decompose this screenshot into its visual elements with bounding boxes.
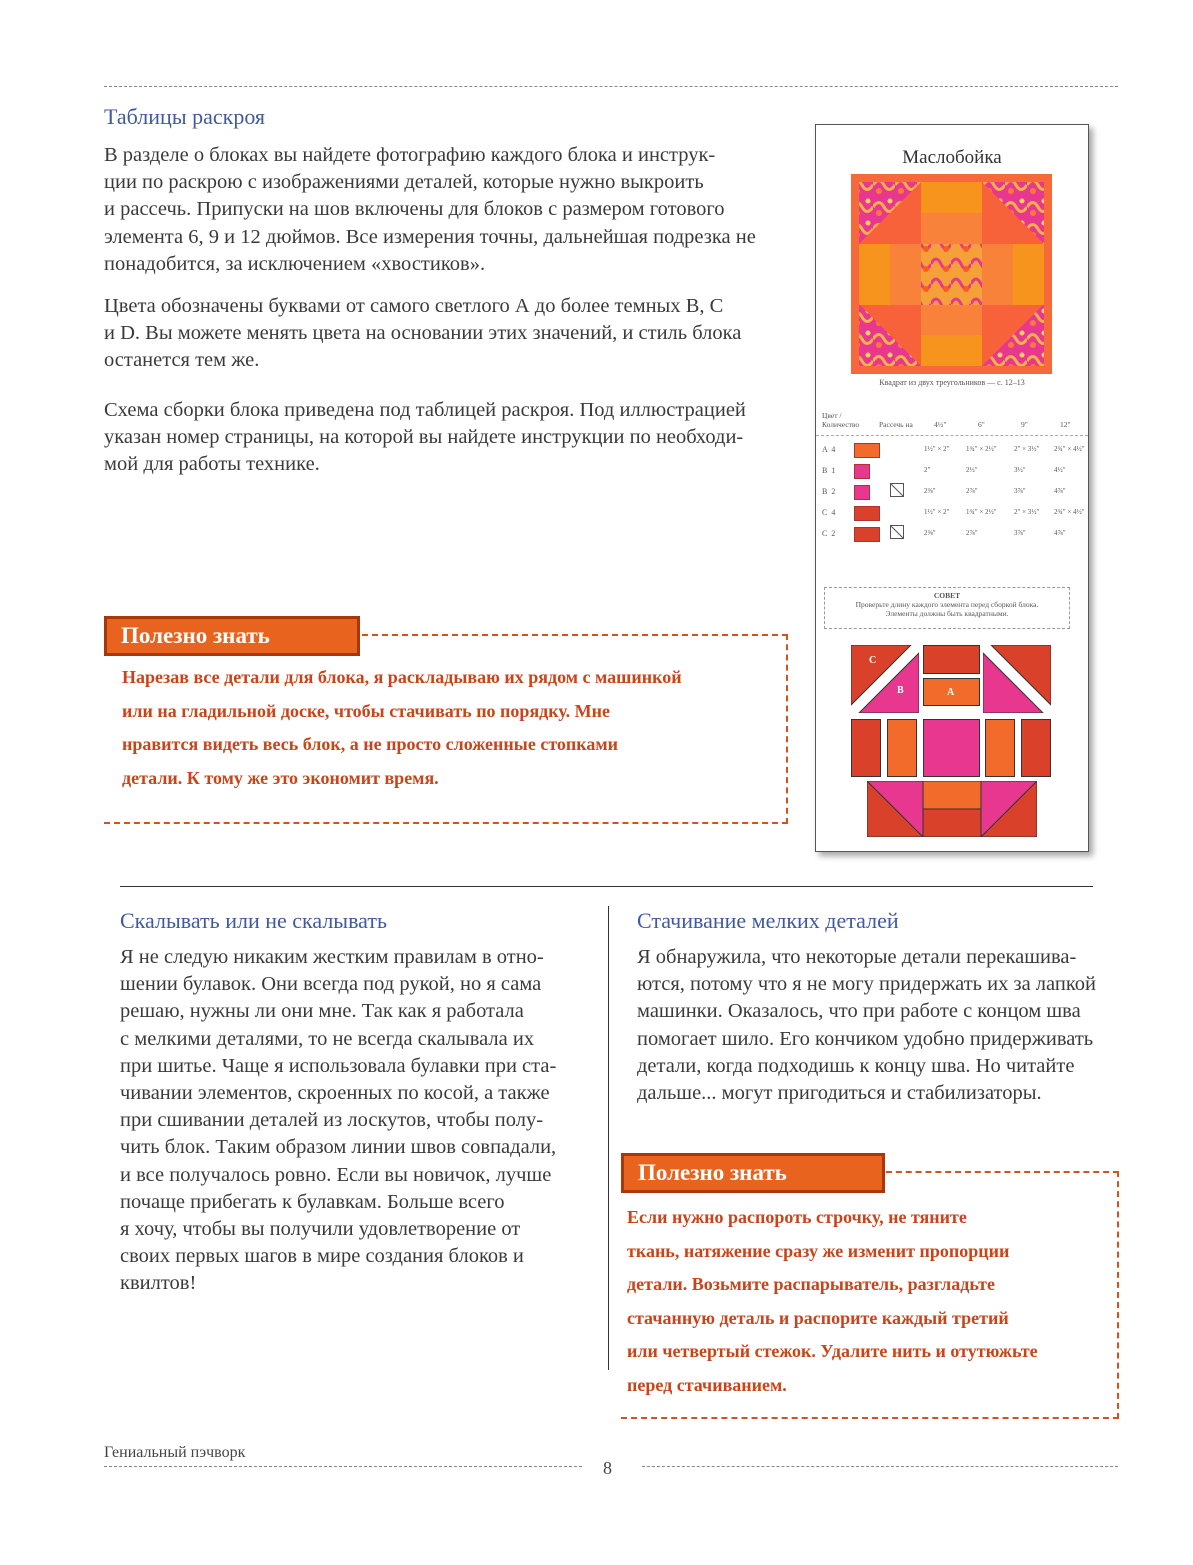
size-cell: 4⅞": [1054, 529, 1066, 537]
table-row: [816, 483, 1088, 503]
size-cell: 2⅜": [924, 487, 936, 495]
footer-dash-right: [642, 1466, 1118, 1467]
size-cell: 1¾" × 2½": [966, 445, 997, 453]
size-cell: 2½": [966, 466, 978, 474]
churn-dash-block-image: [851, 174, 1052, 374]
size-cell: 2⅞": [966, 487, 978, 495]
section-divider: [120, 886, 1093, 887]
advice-line: Элементы должны быть квадратными.: [885, 609, 1009, 618]
piece-c-mid-left: [851, 719, 881, 777]
tip-label-2: Полезно знать: [621, 1153, 885, 1193]
size-cell: 4½": [1054, 466, 1066, 474]
row-label: C 4: [822, 508, 836, 517]
tip-label-1: Полезно знать: [104, 616, 360, 656]
card-title: Маслобойка: [902, 147, 1002, 168]
tip-text-2: Если нужно распороть строчку, не тяните ткань, натяжение сразу же изменит пропорции детали. Возьмите распарыватель, разгладьте стачанную деталь и распорите каждый третий или четвертый стежок. Удалите нить и отутюжьте перед стачиванием.: [627, 1207, 1038, 1395]
piece-c-mid-right: [1021, 719, 1051, 777]
piece-b-center: [923, 719, 980, 777]
color-swatch: [854, 464, 870, 479]
piece-a-mid-left: [887, 719, 917, 777]
color-swatch: [854, 506, 880, 521]
size-cell: 2¾" × 4½": [1054, 445, 1085, 453]
label-a: A: [947, 687, 955, 698]
size-cell: 2": [924, 466, 931, 474]
block-card: [815, 124, 1089, 852]
tip-box-1-top-dash: [362, 634, 788, 636]
section-body-pinning: Я не следую никаким жестким правилам в отно- шении булавок. Они всегда под рукой, но я сама решаю, нужны ли они мне. Так как я работала с мелкими деталями, то не всегда скалывала их при шитье. Чаще я использовала булавки при ста- чивании элементов, скроенных по косой, а также при сшивании деталей из лоскутов, чтобы полу- чить блок. Таким образом линии швов совпадали, и все получалось ровно. Если вы новичок, лучше почаще прибегать к булавкам. Больше всего я хочу, чтобы вы получили удовлетворение от своих первых шагов в мире создания блоков и квилтов!: [120, 946, 557, 1295]
block-caption: Квадрат из двух треугольников — с. 12–13: [879, 378, 1025, 387]
piece-c-top: [923, 645, 980, 674]
row-label: B 2: [822, 487, 836, 496]
col-size-9: 9": [1021, 420, 1028, 429]
section-heading-small-pieces: Стачивание мелких деталей: [637, 908, 899, 933]
footer-dash-left: [104, 1466, 582, 1467]
size-cell: 1¾" × 2½": [966, 508, 997, 516]
table-row: [816, 441, 1088, 461]
paragraph: В разделе о блоках вы найдете фотографию каждого блока и инструк- ции по раскрою с изображениями деталей, которые нужно выкроить и рассечь. Припуски на шов включены для блоков с размером готового элемента 6, 9 и 12 дюймов. Все измерения точны, дальнейшая подрезка не понадобится, за исключением «хвостиков».: [104, 144, 756, 275]
size-cell: 3½": [1014, 466, 1026, 474]
size-cell: 3⅞": [1014, 529, 1026, 537]
col-size-6: 6": [978, 420, 985, 429]
column-divider: [608, 906, 609, 1370]
color-swatch: [854, 527, 880, 542]
label-c: C: [869, 655, 877, 666]
color-swatch: [854, 443, 880, 458]
table-row: [816, 462, 1088, 482]
section-body-small-pieces: Я обнаружила, что некоторые детали перекашива- ются, потому что я не могу придержать их за лапкой машинки. Оказалось, что при работе с концом шва помогает шило. Его кончиком удобно придерживать детали, когда подходишь к концу шва. Но читайте дальше... могут пригодиться и стабилизаторы.: [637, 946, 1096, 1105]
assembly-diagram: [851, 643, 1051, 833]
diagonal-cut-icon: [890, 525, 904, 539]
size-cell: 2⅞": [966, 529, 978, 537]
size-cell: 2" × 3½": [1014, 445, 1040, 453]
top-divider: [104, 86, 1118, 87]
size-cell: 2⅜": [924, 529, 936, 537]
size-cell: 1½" × 2": [924, 445, 950, 453]
section-heading-cutting-tables: Таблицы раскроя: [104, 104, 266, 129]
col-size-4-5: 4½": [934, 420, 947, 429]
size-cell: 2" × 3½": [1014, 508, 1040, 516]
hst-top-left: [851, 645, 919, 713]
tip-text-1: Нарезав все детали для блока, я раскладываю их рядом с машинкой или на гладильной доске, чтобы стачивать по порядку. Мне нравится видеть весь блок, а не просто сложенные стопками детали. К тому же это экономит время.: [122, 667, 682, 788]
hst-top-right: [983, 645, 1051, 713]
advice-box: [824, 587, 1070, 629]
col-size-12: 12": [1060, 420, 1071, 429]
footer-book-title: Гениальный пэчворк: [104, 1444, 246, 1461]
diagonal-cut-icon: [890, 483, 904, 497]
row-label: C 2: [822, 529, 836, 538]
advice-line: Проверьте длину каждого элемента перед сборкой блока.: [855, 600, 1039, 609]
table-row: [816, 504, 1088, 524]
tip-box-2-top-dash: [886, 1171, 1119, 1173]
size-cell: 2¾" × 4½": [1054, 508, 1085, 516]
row-label: A 4: [822, 445, 836, 454]
size-cell: 3⅞": [1014, 487, 1026, 495]
col-quantity: Количество: [822, 420, 860, 429]
hst-bottom: [867, 781, 1037, 837]
size-cell: 1½" × 2": [924, 508, 950, 516]
advice-title: СОВЕТ: [933, 591, 961, 600]
size-cell: 4⅞": [1054, 487, 1066, 495]
label-b: B: [897, 685, 904, 696]
row-label: B 1: [822, 466, 836, 475]
section-heading-pinning: Скалывать или не скалывать: [120, 908, 388, 933]
color-swatch: [854, 485, 870, 500]
col-color: Цвет /: [822, 411, 842, 420]
table-header: [816, 409, 1088, 436]
col-cut: Рассечь на: [879, 420, 913, 429]
page-number: 8: [603, 1458, 612, 1478]
paragraph: Схема сборки блока приведена под таблицей раскроя. Под иллюстрацией указан номер страницы, на которой вы найдете инструкции по необходи- мой для работы технике.: [104, 399, 746, 476]
paragraph: Цвета обозначены буквами от самого светлого А до более темных В, С и D. Вы можете менять цвета на основании этих значений, и стиль блока останется тем же.: [104, 295, 742, 372]
cutting-table: [816, 405, 1088, 555]
table-row: [816, 525, 1088, 545]
piece-a-mid-right: [985, 719, 1015, 777]
